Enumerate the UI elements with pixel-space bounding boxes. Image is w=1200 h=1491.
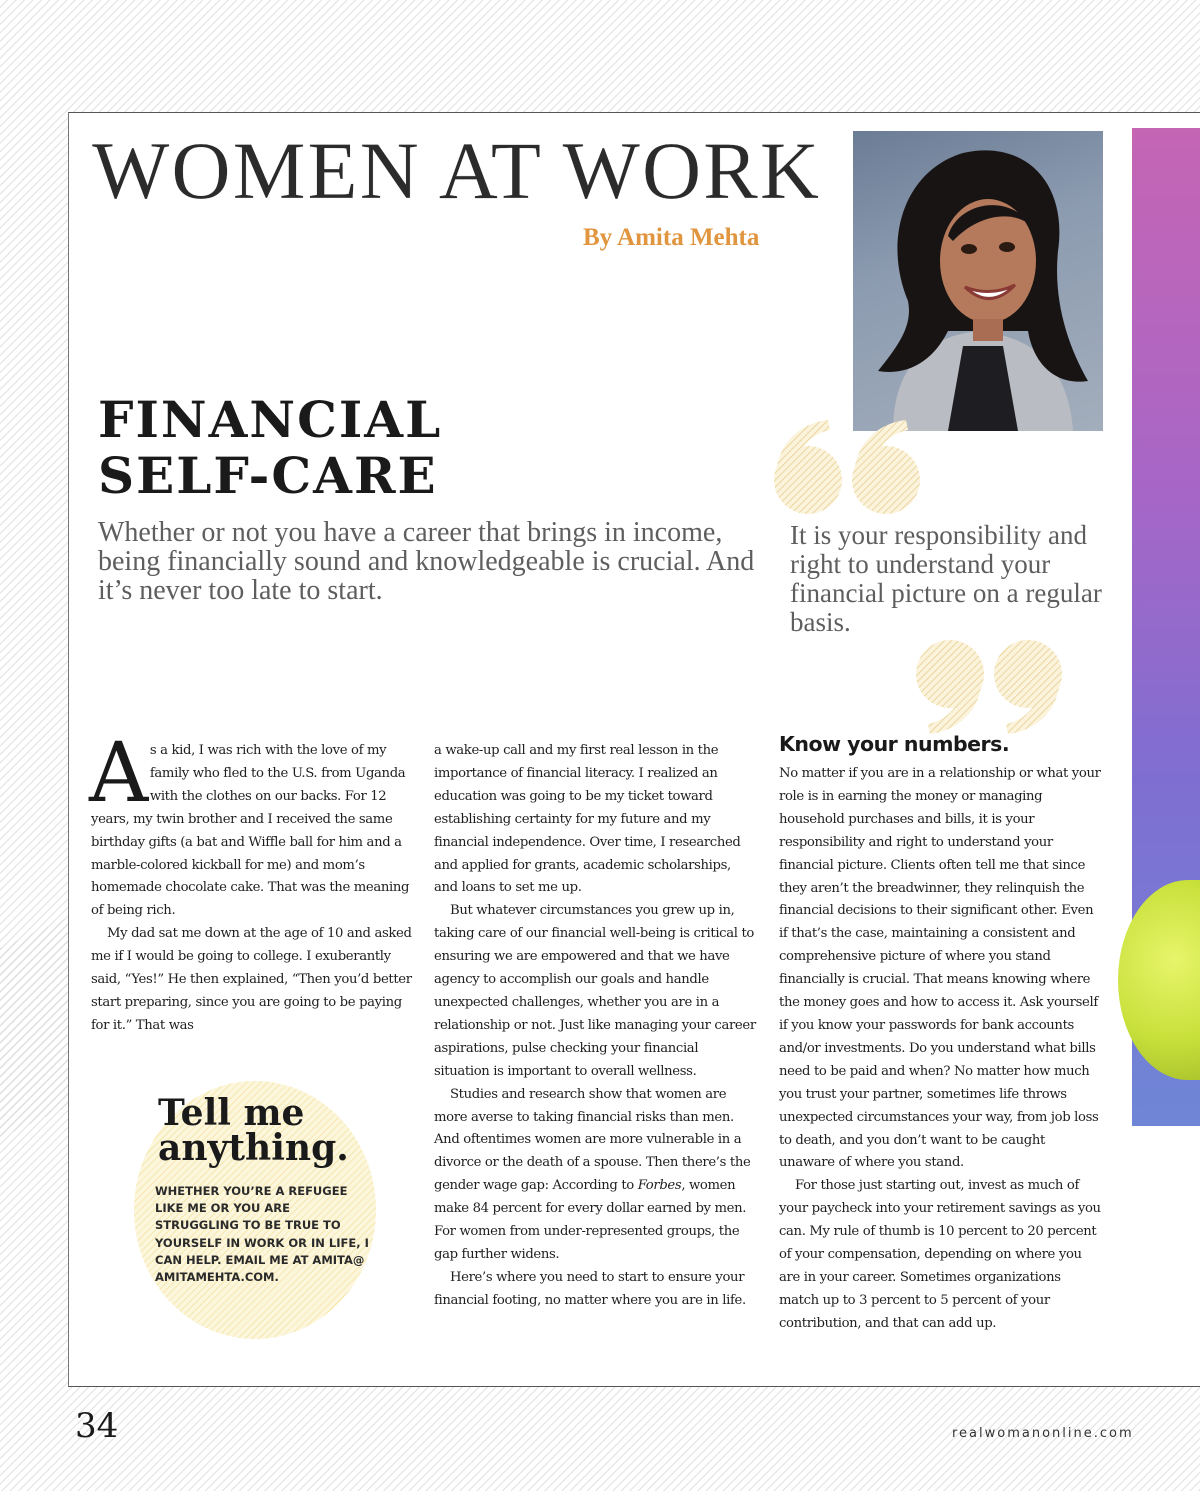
paragraph-1 [89,726,413,923]
paragraph-5-text-a: Studies and research show that women are more averse to taking financial risks than men. And oftentimes women are more vulnerable in a divorce or the death of a spouse. Then there’s the gender wage gap: According to [434,1086,751,1194]
headline-line-1: FINANCIAL [98,390,443,449]
dek: Whether or not you have a career that brings in income, being financially sound and knowledgeable is crucial. And it’s never too late to start. [98,517,755,606]
paragraph-5-text-b: , women make 84 percent for every dollar earned by men. For women from under-represented groups, the gap further widens. [434,1178,747,1262]
drop-cap: A [89,726,148,821]
subhead-know-your-numbers: Know your numbers. [779,732,1010,756]
forbes-citation: Forbes [637,1178,682,1194]
column-3 [779,763,1101,1336]
headline-line-2: SELF-CARE [98,446,438,505]
paragraph-8: For those just starting out, invest as much of your paycheck into your retirement savings as you can. My rule of thumb is 10 percent to 20 percent of your compensation, depending on where you are in your career. Sometimes organizations match up to 3 percent to 5 percent of your contribution, and that can add up. [779,1178,1101,1331]
page-number: 34 [75,1406,119,1446]
paragraph-6: Here’s where you need to start to ensure your financial footing, no matter where you are in life. [434,1269,746,1308]
website-url: realwomanonline.com [952,1426,1134,1441]
author-photo [853,131,1103,431]
column-2 [434,740,756,1313]
pull-quote: It is your responsibility and right to understand your financial picture on a regular basis. [790,520,1102,637]
headline [98,392,442,504]
byline: By Amita Mehta [583,224,760,251]
section-title: WOMEN AT WORK [92,125,822,216]
sidebar-body: WHETHER YOU’RE A REFUGEE LIKE ME OR YOU ARE STRUGGLING TO BE TRUE TO YOURSELF IN WORK OR IN LIFE, I CAN HELP. EMAIL ME AT AMITA@ AMITAMEHTA.COM. [155,1184,369,1285]
sidebar-title-line-1: Tell me [158,1092,305,1134]
column-1 [89,726,413,1038]
paragraph-5 [434,1084,756,1267]
sidebar-title-line-2: anything. [158,1127,349,1169]
author-portrait-illustration [853,131,1103,431]
paragraph-3: a wake-up call and my first real lesson in the importance of financial literacy. I realized an education was going to be my ticket toward establishing certainty for my future and my financial independence. Over time, I researched and applied for grants, academic scholarships, and loans to set me up. [434,743,741,896]
open-quote-icon [766,418,934,516]
paragraph-2: My dad sat me down at the age of 10 and asked me if I would be going to college. I exuberantly said, “Yes!” He then explained, “Then you’d better start preparing, since you are going to be paying for it.” That was [91,926,412,1033]
paragraph-7: No matter if you are in a relationship or what your role is in earning the money or managing household purchases and bills, it is your responsibility and right to understand your financial picture. Clients often tell me that since they aren’t the breadwinner, they relinquish the financial decisions to their significant other. Even if that’s the case, maintaining a consistent and comprehensive picture of where you stand financially is crucial. That means knowing where the money goes and how to access it. Ask yourself if you know your passwords for bank accounts and/or investments. Do you understand what bills need to be paid and when? No matter how much you trust your partner, sometimes life throws unexpected circumstances your way, from job loss to death, and you don’t want to be caught unaware of where you stand. [779,766,1101,1171]
paragraph-1-text: s a kid, I was rich with the love of my family who fled to the U.S. from Uganda with the clothes on our backs. For 12 years, my twin brother and I received the same birthday gifts (a bat and Wiffle ball for him and a marble-colored kickball for me) and mom’s homemade chocolate cake. That was the meaning of being rich. [91,743,410,919]
sidebar-title [158,1092,349,1169]
close-quote-icon [904,638,1072,736]
paragraph-4: But whatever circumstances you grew up in, taking care of our financial well-being is critical to ensuring we are empowered and that we have agency to accomplish our goals and handle unexpected challenges, whether you are in a relationship or not. Just like managing your career aspirations, pulse checking your financial situation is important to overall wellness. [434,903,756,1079]
